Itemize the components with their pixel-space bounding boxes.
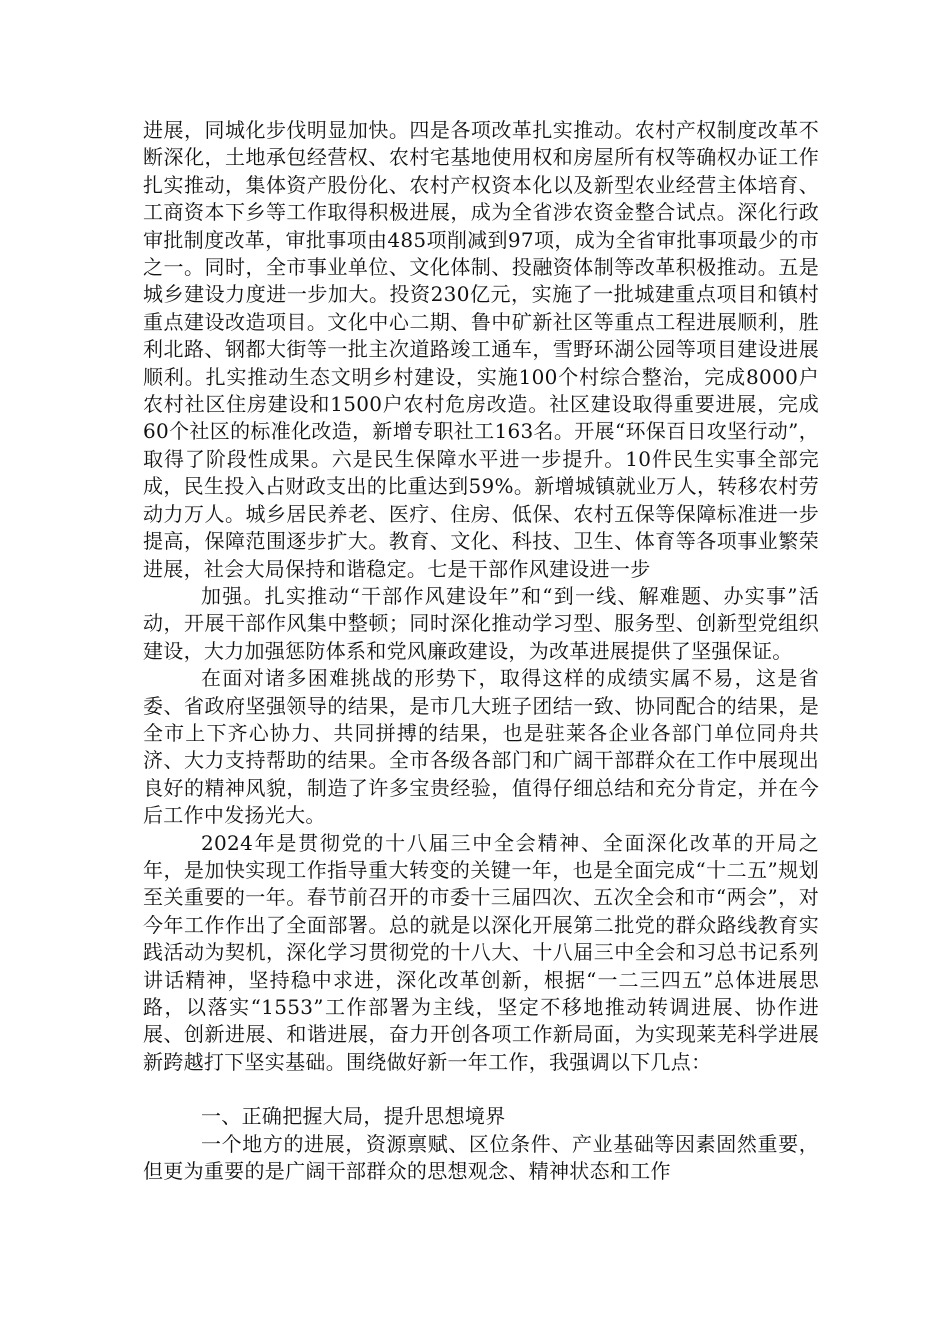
document-page <box>143 117 819 1185</box>
paragraph-achievements: 在面对诸多困难挑战的形势下，取得这样的成绩实属不易，这是省委、省政府坚强领导的结果，是市几大班子团结一致、协同配合的结果，是全市上下齐心协力、共同拼搏的结果，也是驻莱各企业各部门单位同舟共济、大力支持帮助的结果。全市各级各部门和广阔干部群众在工作中展现出良好的精神风貌，制造了许多宝贵经验，值得仔细总结和充分肯定，并在今后工作中发扬光大。 <box>143 666 819 828</box>
section-heading: 一、正确把握大局，提升思想境界 <box>201 1104 506 1129</box>
paragraph-section-intro: 一个地方的进展，资源禀赋、区位条件、产业基础等因素固然重要，但更为重要的是广阔干部群众的思想观念、精神状态和工作 <box>143 1131 819 1184</box>
paragraph-reform-summary: 进展，同城化步伐明显加快。四是各项改革扎实推动。农村产权制度改革不断深化，土地承包经营权、农村宅基地使用权和房屋所有权等确权办证工作扎实推动，集体资产股份化、农村产权资本化以及新型农业经营主体培育、工商资本下乡等工作取得积极进展，成为全省涉农资金整合试点。深化行政审批制度改革，审批事项由485项削减到97项，成为全省审批事项最少的市之一。同时，全市事业单位、文化体制、投融资体制等改革积极推动。五是城乡建设力度进一步加大。投资230亿元，实施了一批城建重点项目和镇村重点建设改造项目。文化中心二期、鲁中矿新社区等重点工程进展顺利，胜利北路、钢都大街等一批主次道路竣工通车，雪野环湖公园等项目建设进展顺利。扎实推动生态文明乡村建设，实施100个村综合整治，完成8000户农村社区住房建设和1500户农村危房改造。社区建设取得重要进展，完成60个社区的标准化改造，新增专职社工163名。开展“环保百日攻坚行动”，取得了阶段性成果。六是民生保障水平进一步提升。10件民生实事全部完成，民生投入占财政支出的比重达到59%。新增城镇就业万人，转移农村劳动力万人。城乡居民养老、医疗、住房、低保、农村五保等保障标准进一步提高，保障范围逐步扩大。教育、文化、科技、卫生、体育等各项事业繁荣进展，社会大局保持和谐稳定。七是干部作风建设进一步 <box>143 118 819 581</box>
paragraph-year-plan: 2024年是贯彻党的十八届三中全会精神、全面深化改革的开局之年，是加快实现工作指导重大转变的关键一年，也是全面完成“十二五”规划至关重要的一年。春节前召开的市委十三届四次、五次全会和市“两会”，对今年工作作出了全面部署。总的就是以深化开展第二批党的群众路线教育实践活动为契机，深化学习贯彻党的十八大、十八届三中全会和习总书记系列讲话精神，坚持稳中求进，深化改革创新，根据“一二三四五”总体进展思路，以落实“1553”工作部署为主线，坚定不移地推动转调进展、协作进展、创新进展、和谐进展，奋力开创各项工作新局面，为实现莱芜科学进展新跨越打下坚实基础。围绕做好新一年工作，我强调以下几点： <box>143 830 819 1074</box>
paragraph-cadre-style: 加强。扎实推动“干部作风建设年”和“到一线、解难题、办实事”活动，开展干部作风集中整顿；同时深化推动学习型、服务型、创新型党组织建设，大力加强惩防体系和党风廉政建设，为改革进展提供了坚强保证。 <box>143 583 819 663</box>
